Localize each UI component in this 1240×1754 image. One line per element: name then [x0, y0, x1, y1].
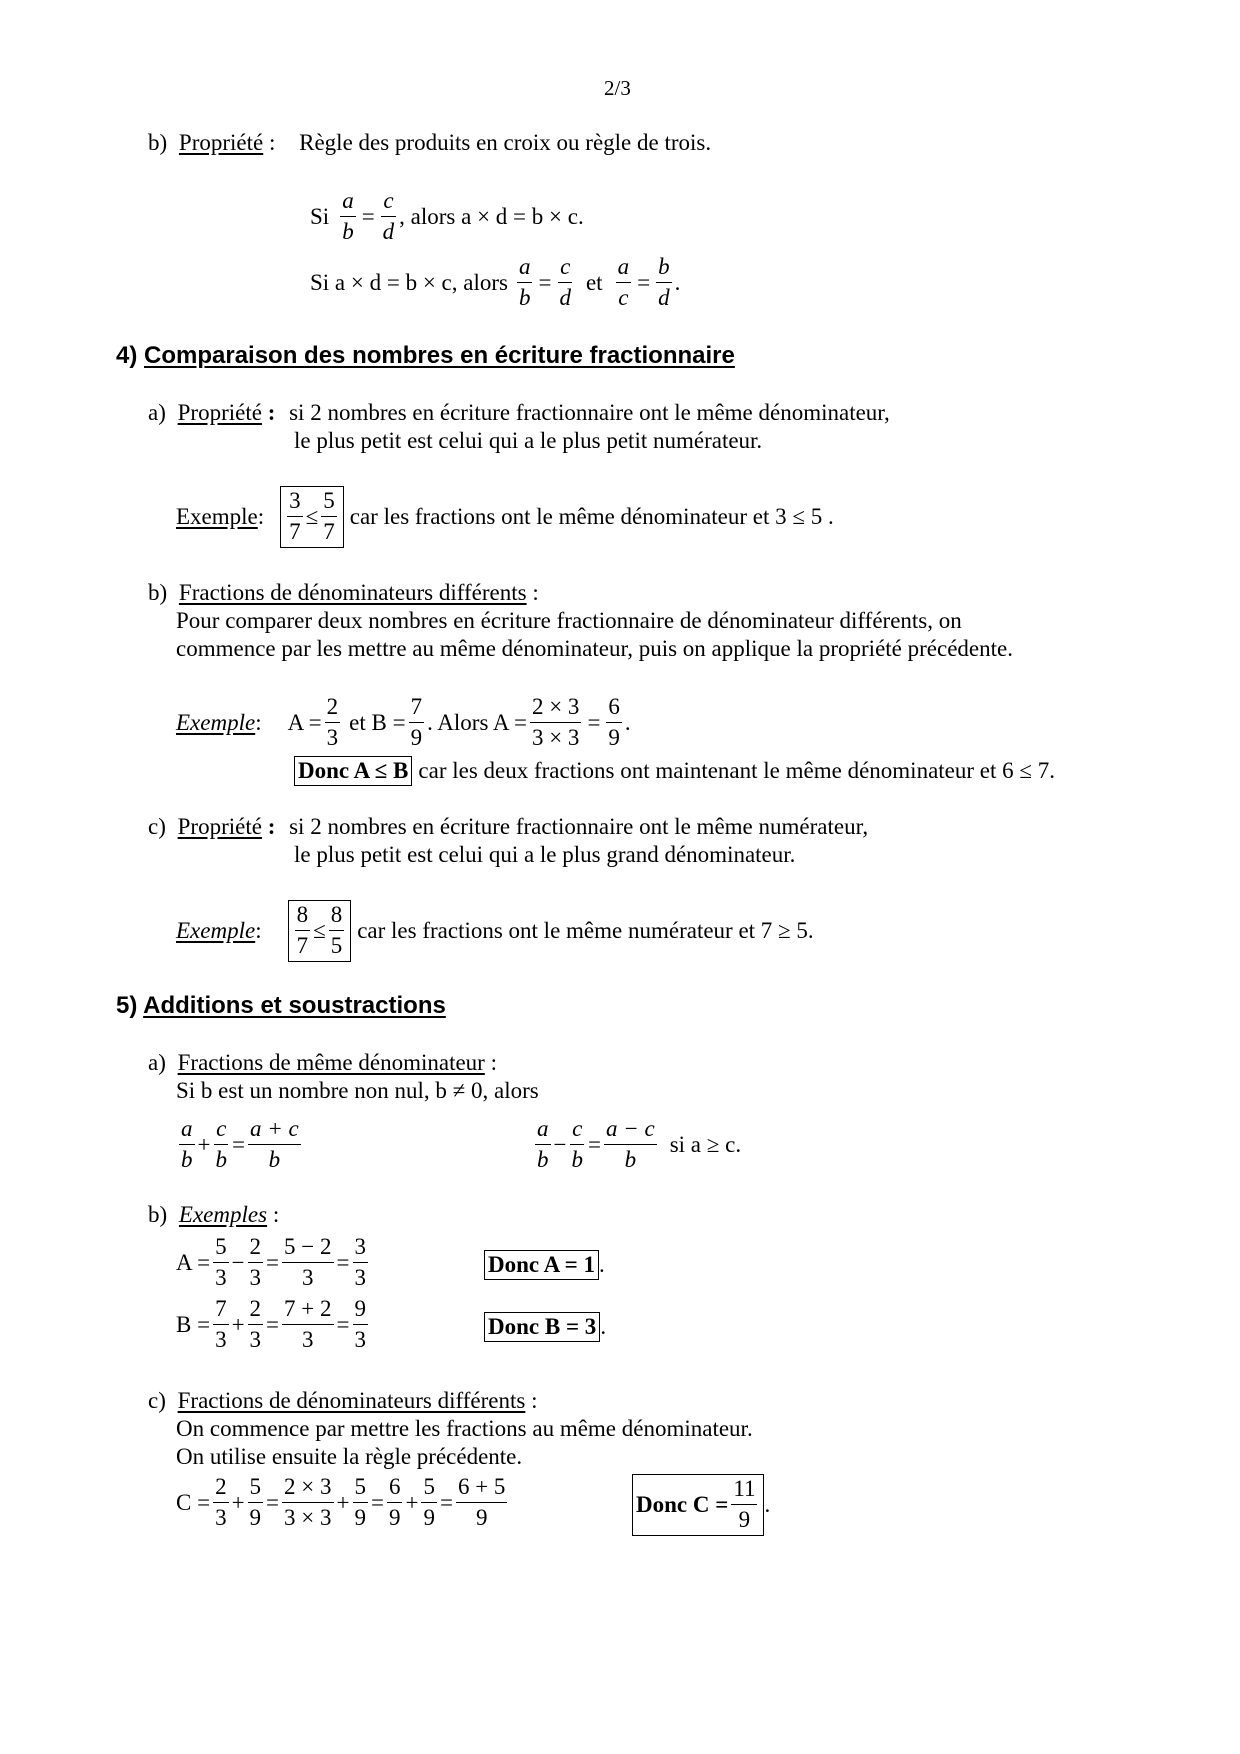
plus-sign: +: [336, 1489, 350, 1515]
label-colon: :: [484, 1050, 497, 1075]
plus-sign: +: [405, 1489, 419, 1515]
example-a: [176, 1234, 371, 1292]
fraction-a-b: $\frac{a}{b}$: [181, 1116, 193, 1173]
fraction-6-plus-5-9: $\frac{6 + 5}{9}$: [457, 1474, 506, 1531]
fraction-a-b: $\frac{a}{b}$: [342, 188, 354, 245]
result-b: [484, 1312, 606, 1342]
property-text: Règle des produits en croix ou règle de trois.: [299, 130, 712, 155]
subsection-label: Fractions de dénominateurs différents: [177, 1388, 526, 1413]
fraction-5-minus-2-3: $\frac{5 - 2}{3}$: [284, 1234, 332, 1291]
equals-sign: =: [637, 269, 651, 295]
less-equal-sign: ≤: [313, 917, 326, 943]
heading-title: Comparaison des nombres en écriture fractionnaire: [144, 342, 735, 369]
property-line-1: si 2 nombres en écriture fractionnaire ont le même numérateur,: [289, 814, 869, 839]
item-prefix: a): [148, 400, 166, 425]
property-label: Propriété: [178, 130, 264, 155]
fraction-3-7: $\frac{3}{7}$: [289, 488, 301, 545]
fraction-7-9: $\frac{7}{9}$: [410, 694, 423, 751]
example-b: [176, 1296, 371, 1354]
end-dot: .: [674, 269, 681, 295]
heading-title: Additions et soustractions: [143, 992, 446, 1019]
result-c: [632, 1474, 770, 1536]
subtraction-formula: [532, 1116, 741, 1174]
si-word: Si: [310, 203, 330, 229]
property-line-1: si 2 nombres en écriture fractionnaire ont le même dénominateur,: [289, 400, 890, 425]
plus-sign: +: [231, 1489, 245, 1515]
minus-sign: −: [231, 1249, 245, 1275]
fraction-5-9: $\frac{5}{9}$: [423, 1474, 435, 1531]
fraction-7-3: $\frac{7}{3}$: [215, 1296, 227, 1353]
condition-text: Si a × d = b × c, alors: [310, 269, 508, 295]
label-colon: :: [257, 503, 265, 529]
equals-sign: =: [538, 269, 552, 295]
equals-sign: =: [587, 1131, 601, 1157]
equals-sign: =: [266, 1249, 280, 1275]
fraction-2-3: $\frac{2}{3}$: [215, 1474, 227, 1531]
fraction-5-7: $\frac{5}{7}$: [323, 488, 335, 545]
fraction-b-d: $\frac{b}{d}$: [658, 254, 670, 311]
item-prefix: c): [148, 814, 166, 839]
lhs: A =: [176, 1249, 211, 1275]
fraction-11-9: $\frac{11}{9}$: [733, 1476, 756, 1533]
fraction-2x3-3x3: $\frac{2 \times 3}{3 \times 3}$: [284, 1474, 332, 1531]
label-colon: :: [267, 1202, 280, 1227]
plus-sign: +: [231, 1311, 245, 1337]
et-word: et: [585, 269, 603, 295]
section-4a: [148, 400, 890, 426]
item-prefix: b): [148, 1202, 168, 1227]
result-a: [484, 1250, 605, 1280]
conclusion-box: Donc A ≤ B: [294, 756, 412, 786]
fraction-5-9: $\frac{5}{9}$: [354, 1474, 366, 1531]
equals-sign: =: [336, 1249, 350, 1275]
fraction-c-b: $\frac{c}{b}$: [571, 1116, 583, 1173]
fraction-2-3: $\frac{2}{3}$: [249, 1234, 262, 1291]
fraction-9-3: $\frac{9}{3}$: [354, 1296, 366, 1353]
section-5c: [148, 1388, 537, 1414]
item-prefix: c): [148, 1388, 166, 1413]
fraction-a-c: $\frac{a}{c}$: [617, 254, 630, 311]
example-label: Exemple: [176, 709, 256, 735]
condition-line: Si b est un nombre non nul, b ≠ 0, alors: [176, 1078, 539, 1103]
explanation-line-1: Pour comparer deux nombres en écriture fractionnaire de dénominateur différents, on: [176, 608, 962, 633]
conclusion-4b: [294, 756, 1055, 786]
example-comparison-box: [288, 900, 352, 962]
section-4b: [148, 580, 539, 606]
page-number: 2/3: [604, 76, 631, 100]
fraction-c-d: $\frac{c}{d}$: [382, 188, 395, 245]
cross-product-line-2: [310, 254, 680, 312]
lhs: C =: [176, 1489, 211, 1515]
cross-product-line-1: [310, 188, 584, 246]
section-4-heading: [116, 342, 735, 370]
equals-sign: =: [371, 1489, 384, 1515]
property-label: Propriété: [177, 814, 262, 839]
equals-sign: =: [361, 203, 375, 229]
section-4c: [148, 814, 868, 840]
condition-text: si a ≥ c.: [669, 1131, 742, 1157]
minus-sign: −: [553, 1131, 567, 1157]
equals-sign: =: [266, 1489, 280, 1515]
fraction-2x3-3x3: $\frac{2 \times 3}{3 \times 3}$: [531, 694, 580, 751]
cross-product-result: , alors a × d = b × c.: [399, 203, 584, 229]
fraction-8-7: $\frac{8}{7}$: [296, 902, 309, 959]
label-colon: :: [525, 1388, 538, 1413]
label-colon: :: [263, 130, 276, 155]
label-colon: :: [526, 580, 539, 605]
example-label: Exemple: [176, 917, 256, 943]
a-equals: A =: [287, 709, 322, 735]
fraction-8-5: $\frac{8}{5}$: [330, 902, 343, 959]
fraction-a-b: $\frac{a}{b}$: [518, 254, 531, 311]
label-colon: :: [255, 917, 262, 943]
fraction-6-9: $\frac{6}{9}$: [388, 1474, 401, 1531]
explanation-line-2: On utilise ensuite la règle précédente.: [176, 1444, 523, 1469]
fraction-2-3: $\frac{2}{3}$: [249, 1296, 262, 1353]
equals-sign: =: [336, 1311, 350, 1337]
heading-number: 5): [116, 992, 138, 1019]
subsection-label: Fractions de même dénominateur: [177, 1050, 485, 1075]
example-explanation: car les fractions ont le même dénominateur et 3 ≤ 5 .: [349, 503, 834, 529]
property-line-2: le plus petit est celui qui a le plus petit numérateur.: [294, 428, 763, 453]
result-box: Donc A = 1: [484, 1250, 599, 1280]
less-equal-sign: ≤: [305, 503, 319, 529]
fraction-c-b: $\frac{c}{b}$: [215, 1116, 227, 1173]
heading-number: 4): [116, 342, 138, 369]
result-box: [632, 1474, 764, 1536]
plus-sign: +: [197, 1131, 211, 1157]
fraction-5-9: $\frac{5}{9}$: [249, 1474, 262, 1531]
addition-formula: [176, 1116, 304, 1174]
et-b-equals: et B =: [349, 709, 406, 735]
fraction-c-d: $\frac{c}{d}$: [559, 254, 571, 311]
section-5-heading: [116, 992, 446, 1020]
subsection-label: Fractions de dénominateurs différents: [178, 580, 527, 605]
result-label: Donc C =: [636, 1491, 729, 1517]
equals-sign: =: [439, 1489, 453, 1515]
item-prefix: a): [148, 1050, 166, 1075]
section-5b: [148, 1202, 279, 1228]
section-5a: [148, 1050, 497, 1076]
end-dot: .: [764, 1491, 771, 1517]
fraction-6-9: $\frac{6}{9}$: [608, 694, 620, 751]
example-c: [176, 1474, 510, 1532]
equals-sign: =: [266, 1311, 280, 1337]
example-4a: [176, 486, 834, 548]
example-comparison-box: [280, 486, 344, 548]
equals-sign: =: [587, 709, 601, 735]
label-colon: :: [261, 400, 276, 425]
end-dot: .: [599, 1252, 605, 1277]
end-dot: .: [624, 709, 631, 735]
example-label: Exemple: [176, 503, 258, 529]
subsection-label: Exemples: [178, 1202, 268, 1227]
explanation-line-2: commence par les mettre au même dénominateur, puis on applique la propriété précédente.: [176, 636, 1013, 661]
label-colon: :: [261, 814, 276, 839]
fraction-a-minus-c-b: $\frac{a - c}{b}$: [605, 1116, 655, 1173]
alors-a-equals: . Alors A =: [427, 709, 527, 735]
item-prefix: b): [148, 130, 168, 155]
example-4b: [176, 694, 631, 752]
result-box: Donc B = 3: [484, 1312, 600, 1342]
conclusion-text: car les deux fractions ont maintenant le même dénominateur et 6 ≤ 7.: [418, 758, 1056, 783]
item-prefix: b): [148, 580, 168, 605]
property-line-2: le plus petit est celui qui a le plus grand dénominateur.: [294, 842, 796, 867]
fraction-5-3: $\frac{5}{3}$: [215, 1234, 227, 1291]
fraction-a-plus-c-b: $\frac{a + c}{b}$: [249, 1116, 299, 1173]
fraction-a-b: $\frac{a}{b}$: [537, 1116, 549, 1173]
equals-sign: =: [231, 1131, 245, 1157]
example-explanation: car les fractions ont le même numérateur et 7 ≥ 5.: [357, 917, 814, 943]
section-3b-heading: [148, 130, 711, 156]
fraction-7-plus-2-3: $\frac{7 + 2}{3}$: [284, 1296, 332, 1353]
end-dot: .: [600, 1314, 607, 1339]
lhs: B =: [176, 1311, 211, 1337]
fraction-2-3: $\frac{2}{3}$: [326, 694, 339, 751]
fraction-3-3: $\frac{3}{3}$: [354, 1234, 366, 1291]
label-colon: :: [255, 709, 262, 735]
example-4c: [176, 900, 814, 962]
property-label: Propriété: [177, 400, 262, 425]
explanation-line-1: On commence par mettre les fractions au même dénominateur.: [176, 1416, 753, 1441]
